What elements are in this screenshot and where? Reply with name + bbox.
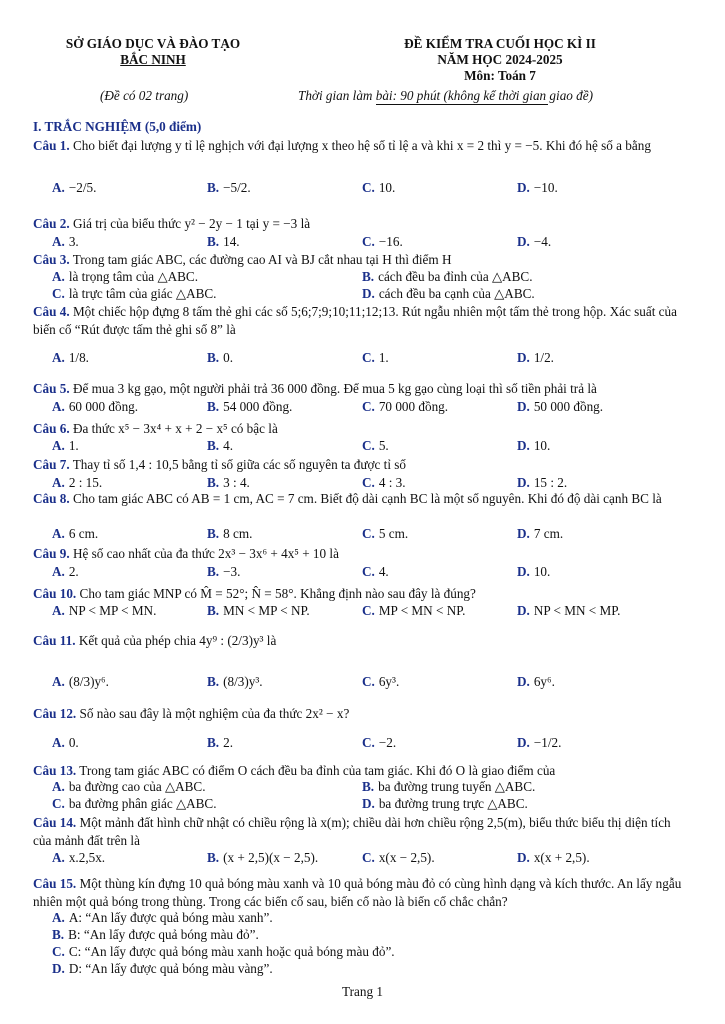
- option-text: 60 000 đồng.: [68, 399, 139, 414]
- option-text: 4.: [223, 438, 233, 453]
- option-text: −2/5.: [68, 180, 97, 195]
- option-text: B: “An lấy được quả bóng màu đỏ”.: [68, 927, 259, 942]
- option-d[interactable]: [517, 735, 561, 751]
- option-letter: B.: [207, 399, 220, 414]
- question-label: Câu 5.: [33, 381, 70, 396]
- time-note: Thời gian làm bài: 90 phút (không kể thời gian giao đề): [298, 88, 594, 103]
- option-letter: A.: [52, 735, 65, 750]
- department-header: [48, 36, 258, 68]
- question-2: [33, 215, 688, 233]
- option-text: −2.: [378, 735, 397, 750]
- option-letter: B.: [207, 180, 220, 195]
- option-letter: A.: [52, 350, 65, 365]
- option-letter: C.: [362, 234, 375, 249]
- option-letter: C.: [362, 850, 375, 865]
- option-text: 5.: [378, 438, 389, 453]
- option-letter: D.: [517, 564, 530, 579]
- options-q4: [52, 350, 692, 368]
- options-q3-row1: [52, 269, 692, 287]
- question-text: Trong tam giác ABC, các đường cao AI và BJ cắt nhau tại H thì điểm H: [72, 252, 452, 267]
- option-letter: B.: [207, 526, 220, 541]
- options-q9: [52, 564, 692, 582]
- option-text: 1/2.: [533, 350, 554, 365]
- question-label: Câu 6.: [33, 421, 70, 436]
- option-d[interactable]: [517, 564, 550, 580]
- option-b[interactable]: [207, 399, 292, 415]
- question-label: Câu 7.: [33, 457, 70, 472]
- question-text: Kết quả của phép chia 4y⁹ : (2/3)y³ là: [78, 633, 277, 648]
- option-letter: A.: [52, 850, 65, 865]
- option-d[interactable]: [517, 438, 550, 454]
- option-c[interactable]: [362, 564, 389, 580]
- option-c[interactable]: [362, 438, 389, 454]
- option-b[interactable]: [207, 350, 233, 366]
- option-letter: B.: [207, 475, 220, 490]
- option-text: ba đường cao của △ABC.: [68, 779, 206, 794]
- question-11: [33, 632, 688, 650]
- option-c[interactable]: [52, 286, 216, 302]
- option-c[interactable]: [362, 735, 396, 751]
- option-text: (x + 2,5)(x − 2,5).: [223, 850, 319, 865]
- option-letter: A.: [52, 269, 65, 284]
- option-letter: D.: [362, 286, 375, 301]
- option-text: 3 : 4.: [223, 475, 250, 490]
- school-year: NĂM HỌC 2024-2025: [437, 52, 563, 67]
- option-text: NP < MP < MN.: [68, 603, 157, 618]
- option-letter: A.: [52, 564, 65, 579]
- options-q6: [52, 438, 692, 456]
- option-a[interactable]: [52, 564, 79, 580]
- option-letter: D.: [517, 234, 530, 249]
- option-d[interactable]: [517, 350, 554, 366]
- option-text: là trực tâm của giác △ABC.: [68, 286, 217, 301]
- option-text: 2 : 15.: [68, 475, 103, 490]
- option-b[interactable]: [207, 475, 250, 491]
- option-text: −10.: [533, 180, 558, 195]
- option-a[interactable]: [52, 603, 156, 619]
- question-label: Câu 4.: [33, 304, 70, 319]
- question-12: [33, 705, 688, 723]
- option-letter: C.: [362, 350, 375, 365]
- option-a[interactable]: [52, 399, 138, 415]
- question-label: Câu 14.: [33, 815, 77, 830]
- page-number: Trang 1: [342, 984, 383, 999]
- option-letter: B.: [207, 735, 220, 750]
- option-text: cách đều ba cạnh của △ABC.: [378, 286, 535, 301]
- question-10: [33, 585, 688, 603]
- option-text: 6y³.: [378, 674, 400, 689]
- option-d[interactable]: [517, 674, 555, 690]
- option-letter: D.: [517, 475, 530, 490]
- option-text: −5/2.: [223, 180, 251, 195]
- option-text: 10.: [533, 438, 551, 453]
- option-letter: C.: [362, 438, 375, 453]
- option-c[interactable]: [362, 850, 435, 866]
- options-q10: [52, 603, 692, 621]
- question-15: [33, 875, 688, 911]
- option-c[interactable]: [52, 796, 217, 812]
- option-letter: C.: [52, 286, 65, 301]
- option-text: 50 000 đồng.: [533, 399, 604, 414]
- option-text: x.2,5x.: [68, 850, 106, 865]
- option-d[interactable]: [517, 526, 563, 542]
- option-letter: A.: [52, 234, 65, 249]
- option-letter: B.: [207, 564, 220, 579]
- option-text: 14.: [223, 234, 240, 249]
- option-text: NP < MN < MP.: [533, 603, 621, 618]
- question-label: Câu 15.: [33, 876, 77, 891]
- option-text: 3.: [68, 234, 79, 249]
- question-text: Giá trị của biểu thức y² − 2y − 1 tại y = −3 là: [72, 216, 311, 231]
- option-letter: C.: [362, 735, 375, 750]
- question-text: Cho tam giác ABC có AB = 1 cm, AC = 7 cm. Biết độ dài cạnh BC là một số nguyên. Khi đó độ dài cạnh BC là: [72, 491, 662, 506]
- exam-header: [330, 36, 670, 84]
- question-4: [33, 303, 688, 339]
- option-letter: C.: [52, 796, 65, 811]
- question-label: Câu 1.: [33, 138, 70, 153]
- option-b[interactable]: [207, 735, 233, 751]
- option-letter: A.: [52, 603, 65, 618]
- question-1: [33, 137, 688, 155]
- province-name: BẮC NINH: [120, 52, 186, 67]
- option-text: 70 000 đồng.: [378, 399, 449, 414]
- options-q14: [52, 850, 692, 868]
- option-text: MP < MN < NP.: [378, 603, 466, 618]
- option-c[interactable]: [362, 603, 465, 619]
- option-letter: B.: [207, 603, 220, 618]
- option-text: 4.: [378, 564, 389, 579]
- option-b[interactable]: [207, 850, 318, 866]
- option-text: 0.: [68, 735, 79, 750]
- option-text: 8 cm.: [223, 526, 253, 541]
- option-text: 2.: [223, 735, 233, 750]
- option-text: 10.: [378, 180, 396, 195]
- option-text: C: “An lấy được quả bóng màu xanh hoặc quả bóng màu đỏ”.: [68, 944, 395, 959]
- option-text: (8/3)y³.: [223, 674, 263, 689]
- option-text: là trọng tâm của △ABC.: [68, 269, 198, 284]
- option-d[interactable]: [517, 399, 603, 415]
- option-q15-c[interactable]: [52, 944, 692, 962]
- option-c[interactable]: [362, 180, 395, 196]
- question-label: Câu 11.: [33, 633, 76, 648]
- option-b[interactable]: [207, 180, 251, 196]
- option-b[interactable]: [362, 269, 533, 285]
- option-b[interactable]: [207, 564, 240, 580]
- option-c[interactable]: [362, 234, 403, 250]
- option-q15-d[interactable]: [52, 961, 692, 979]
- option-text: MN < MP < NP.: [223, 603, 310, 618]
- option-text: −16.: [378, 234, 403, 249]
- option-a[interactable]: [52, 180, 96, 196]
- option-b[interactable]: [362, 779, 535, 795]
- option-a[interactable]: [52, 269, 198, 285]
- option-d[interactable]: [362, 796, 528, 812]
- option-text: 1.: [378, 350, 389, 365]
- option-letter: B.: [52, 927, 65, 942]
- option-letter: C.: [362, 526, 375, 541]
- option-letter: B.: [207, 850, 220, 865]
- option-a[interactable]: [52, 850, 105, 866]
- option-letter: D.: [517, 526, 530, 541]
- option-letter: D.: [517, 350, 530, 365]
- question-label: Câu 2.: [33, 216, 70, 231]
- option-letter: C.: [362, 564, 375, 579]
- options-q5: [52, 399, 692, 417]
- option-letter: A.: [52, 910, 65, 925]
- option-letter: D.: [517, 438, 530, 453]
- option-letter: D.: [517, 735, 530, 750]
- question-8: [33, 490, 688, 508]
- option-text: 1.: [68, 438, 79, 453]
- option-letter: C.: [362, 674, 375, 689]
- question-label: Câu 12.: [33, 706, 77, 721]
- option-text: ba đường trung tuyến △ABC.: [378, 779, 536, 794]
- option-letter: A.: [52, 526, 65, 541]
- option-text: 15 : 2.: [533, 475, 568, 490]
- option-text: −3.: [223, 564, 241, 579]
- option-text: 4 : 3.: [378, 475, 406, 490]
- option-text: 7 cm.: [533, 526, 564, 541]
- question-text: Trong tam giác ABC có điểm O cách đều ba đỉnh của tam giác. Khi đó O là giao điểm của: [79, 763, 556, 778]
- options-q13-row2: [52, 796, 692, 814]
- option-a[interactable]: [52, 438, 79, 454]
- option-letter: C.: [362, 180, 375, 195]
- option-d[interactable]: [517, 234, 551, 250]
- option-letter: A.: [52, 438, 65, 453]
- pages-note: (Đề có 02 trang): [100, 88, 189, 103]
- option-text: 1/8.: [68, 350, 89, 365]
- option-letter: B.: [207, 350, 220, 365]
- option-c[interactable]: [362, 475, 406, 491]
- question-label: Câu 3.: [33, 252, 70, 267]
- question-text: Một chiếc hộp đựng 8 tấm thẻ ghi các số 5;6;7;9;10;11;12;13. Rút ngẫu nhiên một tấm thẻ trong hộp. Xác suất của biến cố “Rút được tấm thẻ ghi số 8” là: [33, 304, 677, 337]
- option-a[interactable]: [52, 735, 79, 751]
- option-c[interactable]: [362, 674, 399, 690]
- question-text: Số nào sau đây là một nghiệm của đa thức 2x² − x?: [79, 706, 350, 721]
- option-letter: C.: [362, 475, 375, 490]
- option-text: cách đều ba đỉnh của △ABC.: [378, 269, 533, 284]
- option-letter: D.: [52, 961, 65, 976]
- option-text: 10.: [533, 564, 551, 579]
- question-5: [33, 380, 688, 398]
- option-letter: D.: [517, 180, 530, 195]
- option-text: A: “An lấy được quả bóng màu xanh”.: [68, 910, 273, 925]
- option-letter: B.: [207, 438, 220, 453]
- option-letter: B.: [207, 234, 220, 249]
- option-a[interactable]: [52, 350, 89, 366]
- subject: Môn: Toán 7: [464, 68, 536, 83]
- question-text: Một thùng kín đựng 10 quả bóng màu xanh và 10 quả bóng màu đỏ có cùng hình dạng và kích thước. An lấy ngẫu nhiên một quả bóng trong thùng. Trong các biến cố sau, biến cố nào là biến cố chắc chắn?: [33, 876, 682, 909]
- question-text: Hệ số cao nhất của đa thức 2x³ − 3x⁶ + 4x⁵ + 10 là: [72, 546, 339, 561]
- question-7: [33, 456, 688, 474]
- option-text: 54 000 đồng.: [223, 399, 293, 414]
- question-label: Câu 9.: [33, 546, 70, 561]
- options-q13-row1: [52, 779, 692, 797]
- question-label: Câu 10.: [33, 586, 77, 601]
- option-text: 5 cm.: [378, 526, 409, 541]
- option-a[interactable]: [52, 234, 79, 250]
- option-text: (8/3)y⁶.: [68, 674, 109, 689]
- option-letter: D.: [517, 603, 530, 618]
- options-q12: [52, 735, 692, 753]
- option-text: −1/2.: [533, 735, 562, 750]
- option-letter: A.: [52, 399, 65, 414]
- option-c[interactable]: [362, 350, 389, 366]
- option-d[interactable]: [517, 180, 558, 196]
- option-b[interactable]: [207, 674, 263, 690]
- option-letter: D.: [517, 850, 530, 865]
- option-b[interactable]: [207, 438, 233, 454]
- options-q1: [52, 180, 692, 198]
- department-name: SỞ GIÁO DỤC VÀ ĐÀO TẠO: [65, 36, 241, 51]
- question-14: [33, 814, 688, 850]
- exam-title: ĐỀ KIỂM TRA CUỐI HỌC KÌ II: [404, 36, 596, 51]
- question-label: Câu 8.: [33, 491, 70, 506]
- option-letter: C.: [362, 399, 375, 414]
- option-d[interactable]: [517, 603, 620, 619]
- option-text: 6 cm.: [68, 526, 99, 541]
- option-d[interactable]: [362, 286, 535, 302]
- question-label: Câu 13.: [33, 763, 77, 778]
- option-d[interactable]: [517, 475, 567, 491]
- option-letter: B.: [207, 674, 220, 689]
- option-d[interactable]: [517, 850, 590, 866]
- options-q2: [52, 234, 692, 252]
- option-q15-a[interactable]: [52, 910, 692, 928]
- question-text: Đa thức x⁵ − 3x⁴ + x + 2 − x⁵ có bậc là: [72, 421, 278, 436]
- option-letter: B.: [362, 269, 375, 284]
- option-q15-b[interactable]: [52, 927, 692, 945]
- option-letter: A.: [52, 674, 65, 689]
- question-3: [33, 251, 688, 269]
- option-text: 6y⁶.: [533, 674, 555, 689]
- options-q3-row2: [52, 286, 692, 304]
- option-text: x(x − 2,5).: [378, 850, 435, 865]
- option-a[interactable]: [52, 779, 206, 795]
- question-9: [33, 545, 688, 563]
- option-letter: B.: [362, 779, 375, 794]
- question-text: Để mua 3 kg gạo, một người phải trả 36 000 đồng. Để mua 5 kg gạo cùng loại thì số tiền phải trả là: [72, 381, 597, 396]
- option-a[interactable]: [52, 526, 98, 542]
- option-letter: D.: [517, 399, 530, 414]
- option-letter: C.: [52, 944, 65, 959]
- option-letter: A.: [52, 475, 65, 490]
- question-6: [33, 420, 688, 438]
- option-letter: A.: [52, 779, 65, 794]
- question-13: [33, 762, 688, 780]
- option-a[interactable]: [52, 674, 109, 690]
- question-text: Cho tam giác MNP có M̂ = 52°; N̂ = 58°. Khẳng định nào sau đây là đúng?: [79, 586, 476, 601]
- option-letter: A.: [52, 180, 65, 195]
- option-text: ba đường phân giác △ABC.: [68, 796, 217, 811]
- section-title: I. TRẮC NGHIỆM (5,0 điểm): [33, 119, 202, 134]
- options-q11: [52, 674, 692, 692]
- options-q8: [52, 526, 692, 544]
- option-b[interactable]: [207, 526, 252, 542]
- question-text: Cho biết đại lượng y tỉ lệ nghịch với đại lượng x theo hệ số tỉ lệ a và khi x = 2 thì y = −5. Khi đó hệ số a bằng: [72, 138, 651, 153]
- question-text: Thay tỉ số 1,4 : 10,5 bằng tỉ số giữa các số nguyên ta được tỉ số: [72, 457, 407, 472]
- option-text: D: “An lấy được quả bóng màu vàng”.: [68, 961, 273, 976]
- option-text: 2.: [68, 564, 79, 579]
- option-b[interactable]: [207, 603, 310, 619]
- option-c[interactable]: [362, 399, 448, 415]
- option-text: −4.: [533, 234, 552, 249]
- question-text: Một mảnh đất hình chữ nhật có chiều rộng là x(m); chiều dài hơn chiều rộng 2,5(m), biểu thức biểu thị diện tích của mảnh đất trên là: [33, 815, 671, 848]
- option-letter: D.: [517, 674, 530, 689]
- option-a[interactable]: [52, 475, 102, 491]
- option-c[interactable]: [362, 526, 408, 542]
- option-b[interactable]: [207, 234, 240, 250]
- option-letter: C.: [362, 603, 375, 618]
- header-underline: [376, 104, 548, 105]
- option-text: x(x + 2,5).: [533, 850, 590, 865]
- option-text: ba đường trung trực △ABC.: [378, 796, 528, 811]
- option-text: 0.: [223, 350, 233, 365]
- option-letter: D.: [362, 796, 375, 811]
